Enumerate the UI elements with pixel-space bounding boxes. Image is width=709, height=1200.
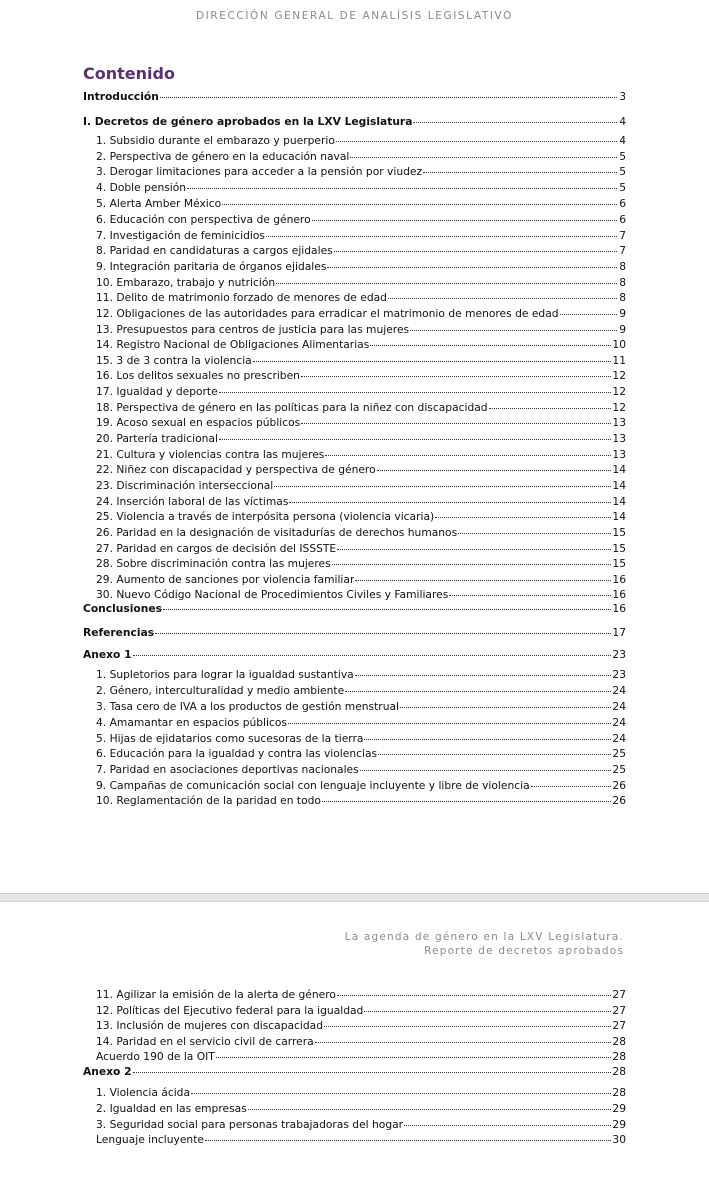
- toc-entry-page-number: 25: [612, 747, 626, 760]
- toc-dot-leader: [274, 475, 611, 487]
- toc-entry-label: 22. Niñez con discapacidad y perspectiva de género: [96, 463, 376, 476]
- toc-entry-page-number: 13: [612, 432, 626, 445]
- report-title-line-2: Reporte de decretos aprobados: [424, 945, 624, 957]
- toc-dot-leader: [163, 598, 611, 610]
- toc-entry-label: 7. Paridad en asociaciones deportivas nacionales: [96, 763, 359, 776]
- running-header-report: [345, 930, 624, 958]
- toc-entry-label: 9. Campañas de comunicación social con lenguaje incluyente y libre de violencia: [96, 779, 530, 792]
- toc-entry-label: 7. Investigación de feminicidios: [96, 229, 265, 242]
- toc-entry-label: 14. Paridad en el servicio civil de carrera: [96, 1035, 314, 1048]
- toc-entry[interactable]: [96, 792, 626, 808]
- toc-entry-page-number: 23: [612, 668, 626, 681]
- toc-entry-label: 18. Perspectiva de género en las políticas para la niñez con discapacidad: [96, 401, 488, 414]
- toc-entry-page-number: 6: [619, 197, 626, 210]
- toc-entry-label: 13. Presupuestos para centros de justicia para las mujeres: [96, 323, 410, 336]
- toc-entry-label: 2. Igualdad en las empresas: [96, 1102, 247, 1115]
- toc-entry-page-number: 29: [612, 1102, 626, 1115]
- toc-entry-label: 20. Partería tradicional: [96, 432, 218, 445]
- toc-entry-page-number: 30: [612, 1133, 626, 1146]
- toc-entry-page-number: 27: [612, 988, 626, 1001]
- toc-dot-leader: [288, 712, 611, 724]
- toc-dot-leader: [187, 177, 617, 189]
- toc-entry-page-number: 28: [612, 1086, 626, 1099]
- toc-entry[interactable]: [83, 624, 626, 640]
- toc-entry-label: Conclusiones: [83, 602, 162, 615]
- toc-entry-label: 17. Igualdad y deporte: [96, 385, 218, 398]
- toc-entry-label: 15. 3 de 3 contra la violencia: [96, 354, 252, 367]
- toc-entry-label: 14. Registro Nacional de Obligaciones Alimentarias: [96, 338, 370, 351]
- toc-dot-leader: [133, 1061, 612, 1073]
- toc-entry-page-number: 9: [619, 323, 626, 336]
- toc-dot-leader: [155, 622, 611, 634]
- toc-dot-leader: [531, 775, 612, 787]
- toc-entry-label: 1. Supletorios para lograr la igualdad sustantiva: [96, 668, 354, 681]
- toc-entry-page-number: 11: [612, 354, 626, 367]
- toc-entry-page-number: 28: [612, 1050, 626, 1063]
- toc-dot-leader: [489, 397, 612, 409]
- toc-entry-page-number: 4: [619, 134, 626, 147]
- toc-dot-leader: [289, 491, 611, 503]
- toc-entry-page-number: 13: [612, 416, 626, 429]
- toc-dot-leader: [350, 146, 617, 158]
- toc-dot-leader: [336, 130, 617, 142]
- toc-dot-leader: [332, 553, 612, 565]
- toc-entry-label: 2. Perspectiva de género en la educación naval: [96, 150, 350, 163]
- toc-entry-label: 3. Seguridad social para personas trabajadoras del hogar: [96, 1118, 404, 1131]
- toc-entry-label: 21. Cultura y violencias contra las mujeres: [96, 448, 325, 461]
- toc-dot-leader: [312, 209, 617, 221]
- toc-entry-page-number: 5: [619, 165, 626, 178]
- toc-entry-page-number: 14: [612, 463, 626, 476]
- toc-dot-leader: [248, 1098, 612, 1110]
- toc-entry-label: 24. Inserción laboral de las víctimas: [96, 495, 289, 508]
- toc-entry-label: 30. Nuevo Código Nacional de Procedimientos Civiles y Familiares: [96, 588, 449, 601]
- toc-entry-page-number: 24: [612, 700, 626, 713]
- toc-dot-leader: [337, 538, 611, 550]
- toc-entry-page-number: 8: [619, 291, 626, 304]
- toc-entry-label: 11. Delito de matrimonio forzado de menores de edad: [96, 291, 387, 304]
- toc-dot-leader: [435, 506, 611, 518]
- toc-entry-page-number: 6: [619, 213, 626, 226]
- toc-entry-page-number: 5: [619, 150, 626, 163]
- toc-dot-leader: [301, 412, 611, 424]
- toc-dot-leader: [334, 240, 617, 252]
- document-page-2: [0, 902, 709, 1200]
- toc-entry-label: 1. Violencia ácida: [96, 1086, 191, 1099]
- toc-entry[interactable]: [83, 600, 626, 616]
- toc-dot-leader: [413, 111, 617, 123]
- toc-entry-label: 2. Género, interculturalidad y medio ambiente: [96, 684, 345, 697]
- toc-entry[interactable]: [96, 289, 626, 305]
- toc-entry-label: 8. Paridad en candidaturas a cargos ejidales: [96, 244, 333, 257]
- toc-dot-leader: [133, 644, 612, 656]
- toc-dot-leader: [205, 1129, 611, 1141]
- toc-entry-label: Acuerdo 190 de la OIT: [96, 1050, 215, 1063]
- toc-entry-page-number: 27: [612, 1019, 626, 1032]
- toc-entry-label: 3. Derogar limitaciones para acceder a la pensión por viudez: [96, 165, 423, 178]
- toc-entry-page-number: 8: [619, 276, 626, 289]
- toc-dot-leader: [191, 1082, 611, 1094]
- toc-entry-label: 23. Discriminación interseccional: [96, 479, 274, 492]
- toc-dot-leader: [216, 1046, 612, 1058]
- toc-entry-page-number: 26: [612, 794, 626, 807]
- toc-title: Contenido: [83, 64, 175, 83]
- toc-dot-leader: [322, 790, 611, 802]
- toc-entry[interactable]: [83, 88, 626, 104]
- toc-dot-leader: [400, 696, 611, 708]
- toc-dot-leader: [560, 303, 617, 315]
- toc-dot-leader: [219, 381, 612, 393]
- toc-entry-page-number: 16: [612, 602, 626, 615]
- toc-dot-leader: [219, 428, 611, 440]
- toc-entry-page-number: 7: [619, 229, 626, 242]
- toc-entry-page-number: 14: [612, 479, 626, 492]
- page-separator: [0, 893, 709, 902]
- toc-entry-page-number: 29: [612, 1118, 626, 1131]
- toc-entry-label: Anexo 2: [83, 1065, 132, 1078]
- toc-dot-leader: [458, 522, 611, 534]
- toc-entry-page-number: 17: [612, 626, 626, 639]
- toc-entry-label: I. Decretos de género aprobados en la LXV Legislatura: [83, 115, 413, 128]
- toc-entry-label: 29. Aumento de sanciones por violencia familiar: [96, 573, 355, 586]
- toc-entry-page-number: 12: [612, 401, 626, 414]
- toc-dot-leader: [377, 459, 612, 471]
- toc-entry-page-number: 26: [612, 779, 626, 792]
- toc-entry-page-number: 23: [612, 648, 626, 661]
- toc-entry-page-number: 25: [612, 763, 626, 776]
- toc-entry-page-number: 10: [612, 338, 626, 351]
- toc-entry-page-number: 15: [612, 526, 626, 539]
- toc-dot-leader: [378, 743, 611, 755]
- toc-dot-leader: [337, 984, 611, 996]
- toc-entry-label: 25. Violencia a través de interpósita persona (violencia vicaria): [96, 510, 435, 523]
- toc-entry-label: 3. Tasa cero de IVA a los productos de gestión menstrual: [96, 700, 399, 713]
- toc-entry-page-number: 3: [619, 90, 626, 103]
- toc-entry-page-number: 16: [612, 573, 626, 586]
- toc-entry-label: 4. Doble pensión: [96, 181, 187, 194]
- toc-entry-label: Referencias: [83, 626, 155, 639]
- toc-entry-page-number: 14: [612, 510, 626, 523]
- toc-dot-leader: [364, 1000, 611, 1012]
- toc-entry-label: Introducción: [83, 90, 159, 103]
- toc-dot-leader: [345, 680, 611, 692]
- toc-entry-label: 26. Paridad en la designación de visitadurías de derechos humanos: [96, 526, 458, 539]
- toc-entry[interactable]: [83, 113, 626, 129]
- toc-dot-leader: [327, 256, 617, 268]
- toc-entry-label: 28. Sobre discriminación contra las mujeres: [96, 557, 331, 570]
- toc-entry-label: 5. Hijas de ejidatarios como sucesoras de la tierra: [96, 732, 364, 745]
- toc-entry-page-number: 4: [619, 115, 626, 128]
- toc-entry-label: 10. Reglamentación de la paridad en todo: [96, 794, 321, 807]
- toc-entry[interactable]: [83, 646, 626, 662]
- toc-entry-page-number: 7: [619, 244, 626, 257]
- toc-entry-page-number: 24: [612, 684, 626, 697]
- toc-entry-page-number: 24: [612, 732, 626, 745]
- toc-dot-leader: [360, 759, 612, 771]
- toc-entry-page-number: 9: [619, 307, 626, 320]
- toc-entry-page-number: 12: [612, 369, 626, 382]
- toc-dot-leader: [370, 334, 611, 346]
- toc-entry-page-number: 28: [612, 1035, 626, 1048]
- toc-entry-label: 9. Integración paritaria de órganos ejidales: [96, 260, 327, 273]
- toc-entry-page-number: 12: [612, 385, 626, 398]
- toc-entry-label: 16. Los delitos sexuales no prescriben: [96, 369, 300, 382]
- toc-entry-label: 11. Agilizar la emisión de la alerta de género: [96, 988, 336, 1001]
- toc-entry-page-number: 27: [612, 1004, 626, 1017]
- running-header-institution: DIRECCIÓN GENERAL DE ANALÍSIS LEGISLATIVO: [195, 10, 514, 22]
- toc-entry-label: 12. Obligaciones de las autoridades para erradicar el matrimonio de menores de edad: [96, 307, 559, 320]
- toc-entry-page-number: 8: [619, 260, 626, 273]
- toc-dot-leader: [324, 1015, 611, 1027]
- toc-entry-label: Lenguaje incluyente: [96, 1133, 204, 1146]
- toc-entry-page-number: 24: [612, 716, 626, 729]
- toc-entry-page-number: 16: [612, 588, 626, 601]
- toc-dot-leader: [410, 319, 617, 331]
- toc-dot-leader: [222, 193, 617, 205]
- toc-dot-leader: [276, 272, 617, 284]
- toc-entry[interactable]: [83, 1063, 626, 1079]
- toc-entry-page-number: 14: [612, 495, 626, 508]
- toc-dot-leader: [301, 365, 611, 377]
- toc-dot-leader: [315, 1031, 612, 1043]
- toc-entry-page-number: 5: [619, 181, 626, 194]
- toc-entry-label: 10. Embarazo, trabajo y nutrición: [96, 276, 276, 289]
- report-title-line-1: La agenda de género en la LXV Legislatura.: [344, 931, 624, 943]
- toc-entry-page-number: 15: [612, 542, 626, 555]
- toc-entry-label: 19. Acoso sexual en espacios públicos: [96, 416, 301, 429]
- toc-dot-leader: [253, 350, 612, 362]
- toc-dot-leader: [364, 728, 611, 740]
- toc-dot-leader: [388, 287, 617, 299]
- toc-entry-page-number: 28: [612, 1065, 626, 1078]
- toc-dot-leader: [160, 86, 617, 98]
- toc-dot-leader: [449, 584, 611, 596]
- toc-entry-label: 12. Políticas del Ejecutivo federal para la igualdad: [96, 1004, 364, 1017]
- toc-entry-page-number: 13: [612, 448, 626, 461]
- toc-entry-label: 6. Educación para la igualdad y contra las violencias: [96, 747, 378, 760]
- toc-dot-leader: [266, 225, 617, 237]
- toc-dot-leader: [355, 569, 611, 581]
- toc-entry-label: 1. Subsidio durante el embarazo y puerperio: [96, 134, 335, 147]
- toc-entry-label: 5. Alerta Amber México: [96, 197, 222, 210]
- toc-entry[interactable]: [96, 1131, 626, 1147]
- toc-entry-label: 4. Amamantar en espacios públicos: [96, 716, 287, 729]
- toc-entry-label: 6. Educación con perspectiva de género: [96, 213, 311, 226]
- toc-entry-page-number: 15: [612, 557, 626, 570]
- toc-entry-label: 13. Inclusión de mujeres con discapacidad: [96, 1019, 323, 1032]
- toc-dot-leader: [404, 1114, 611, 1126]
- toc-dot-leader: [355, 664, 612, 676]
- toc-dot-leader: [423, 161, 617, 173]
- toc-dot-leader: [325, 444, 611, 456]
- toc-entry-label: Anexo 1: [83, 648, 132, 661]
- toc-entry-label: 27. Paridad en cargos de decisión del ISSSTE: [96, 542, 337, 555]
